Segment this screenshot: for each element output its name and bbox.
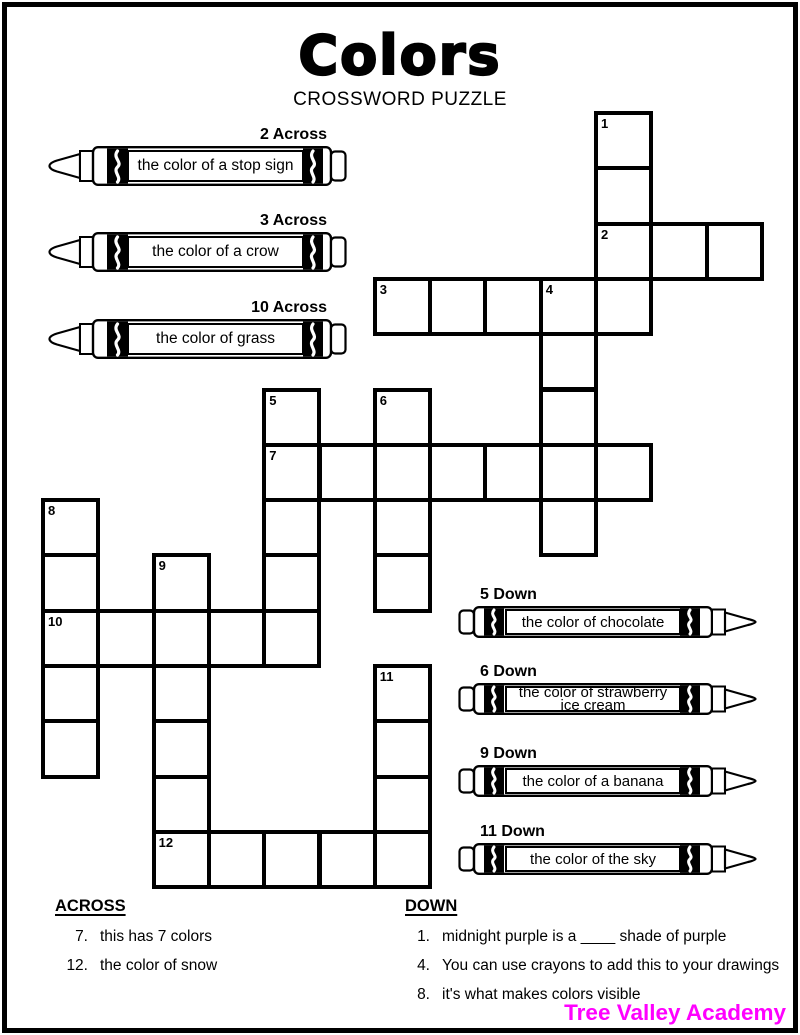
grid-cell-r8c2[interactable] <box>152 553 211 612</box>
cell-number: 8 <box>48 503 56 519</box>
cell-number: 6 <box>379 392 388 408</box>
clue-number-label: 11 Down <box>480 823 545 840</box>
clue-text-line: the color of strawberry <box>518 684 668 701</box>
grid-cell-r0c10[interactable] <box>594 111 653 170</box>
clue-crayon-2-across <box>47 126 347 186</box>
grid-cell-r3c9[interactable] <box>539 277 598 336</box>
cell-number: 5 <box>269 392 277 408</box>
grid-cell-r13c4[interactable] <box>262 830 321 889</box>
clue-number-label: 2 Across <box>260 126 327 143</box>
down-heading: DOWN <box>405 897 458 915</box>
clue-text-line: the color of chocolate <box>521 613 665 631</box>
crayon-graphic <box>458 606 758 638</box>
grid-cell-r6c4[interactable] <box>262 443 321 502</box>
cell-number: 9 <box>158 558 166 574</box>
grid-cell-r13c3[interactable] <box>207 830 266 889</box>
grid-cell-r8c0[interactable] <box>41 553 100 612</box>
cell-number: 2 <box>601 226 609 242</box>
clue-row <box>405 958 790 974</box>
grid-cell-r3c6[interactable] <box>373 277 432 336</box>
clue-text: midnight purple is a ____ shade of purple <box>442 928 727 945</box>
grid-cell-r7c6[interactable] <box>373 498 432 557</box>
grid-cell-r6c6[interactable] <box>373 443 432 502</box>
clue-crayon-11-down <box>458 823 758 875</box>
cell-number: 4 <box>545 281 553 297</box>
cell-number: 7 <box>269 447 277 463</box>
grid-cell-r6c9[interactable] <box>539 443 598 502</box>
clue-text-line: the color of a crow <box>152 243 279 260</box>
grid-cell-r12c2[interactable] <box>152 775 211 834</box>
cell-number: 3 <box>379 281 388 297</box>
grid-cell-r10c2[interactable] <box>152 664 211 723</box>
clue-row <box>55 958 385 974</box>
grid-cell-r9c1[interactable] <box>96 609 155 668</box>
grid-cell-r11c2[interactable] <box>152 719 211 778</box>
clue-text-line: the color of a stop sign <box>137 157 294 174</box>
crayon-graphic <box>47 319 347 359</box>
grid-cell-r9c3[interactable] <box>207 609 266 668</box>
crayon-graphic <box>47 146 347 186</box>
clue-text: You can use crayons to add this to your drawings <box>442 957 780 974</box>
clue-crayon-5-down <box>458 586 758 638</box>
grid-cell-r6c7[interactable] <box>428 443 487 502</box>
crayon-graphic <box>458 765 758 797</box>
grid-cell-r10c6[interactable] <box>373 664 432 723</box>
clue-text-line: the color of grass <box>156 330 275 347</box>
clue-text <box>506 847 680 871</box>
grid-cell-r2c12[interactable] <box>705 222 764 281</box>
grid-cell-r3c10[interactable] <box>594 277 653 336</box>
cell-number: 1 <box>601 116 609 131</box>
grid-cell-r7c9[interactable] <box>539 498 598 557</box>
grid-cell-r5c4[interactable] <box>262 388 321 447</box>
grid-cell-r8c4[interactable] <box>262 553 321 612</box>
clue-text <box>128 324 303 354</box>
cell-number: 10 <box>48 613 63 629</box>
footer-credit: Tree Valley Academy <box>564 1000 786 1025</box>
clue-row <box>55 929 385 945</box>
grid-cell-r2c11[interactable] <box>649 222 708 281</box>
grid-cell-r5c6[interactable] <box>373 388 432 447</box>
cell-number: 11 <box>379 669 394 684</box>
clue-row <box>405 929 790 945</box>
grid-cell-r6c10[interactable] <box>594 443 653 502</box>
clue-text <box>506 769 680 793</box>
clue-number-label: 6 Down <box>480 663 537 680</box>
grid-cell-r3c8[interactable] <box>483 277 542 336</box>
clue-number-label: 3 Across <box>260 212 327 229</box>
clue-text: this has 7 colors <box>100 928 212 945</box>
grid-cell-r1c10[interactable] <box>594 166 653 225</box>
clue-number: 12. <box>66 957 88 974</box>
clue-number: 8. <box>417 986 430 1003</box>
clue-crayon-6-down <box>458 663 758 715</box>
grid-cell-r11c6[interactable] <box>373 719 432 778</box>
grid-cell-r10c0[interactable] <box>41 664 100 723</box>
grid-cell-r13c5[interactable] <box>318 830 377 889</box>
grid-cell-r11c0[interactable] <box>41 719 100 778</box>
grid-cell-r8c6[interactable] <box>373 553 432 612</box>
clue-number-label: 5 Down <box>480 586 537 603</box>
clue-number-label: 9 Down <box>480 745 537 762</box>
grid-cell-r13c6[interactable] <box>373 830 432 889</box>
grid-cell-r4c9[interactable] <box>539 332 598 391</box>
clue-crayon-9-down <box>458 745 758 797</box>
clue-text-line: the color of a banana <box>522 772 664 790</box>
clue-text <box>128 237 303 267</box>
grid-cell-r7c0[interactable] <box>41 498 100 557</box>
across-heading: ACROSS <box>55 897 126 915</box>
cell-number: 12 <box>158 834 174 850</box>
clue-text <box>128 151 303 181</box>
crayon-graphic <box>458 683 758 715</box>
clue-text <box>506 684 680 714</box>
clue-crayon-10-across <box>47 299 347 359</box>
grid-cell-r13c2[interactable] <box>152 830 211 889</box>
clue-number: 7. <box>75 928 88 945</box>
crayon-graphic <box>458 843 758 875</box>
grid-cell-r7c4[interactable] <box>262 498 321 557</box>
clue-text <box>506 610 680 634</box>
page-title: Colors <box>298 24 502 87</box>
grid-cell-r12c6[interactable] <box>373 775 432 834</box>
down-clue-list <box>405 897 790 1003</box>
clue-number-label: 10 Across <box>251 299 327 316</box>
clue-number: 4. <box>417 957 430 974</box>
clue-text-line: the color of the sky <box>530 850 656 868</box>
grid-cell-r6c8[interactable] <box>483 443 542 502</box>
grid-cell-r3c7[interactable] <box>428 277 487 336</box>
crayon-graphic <box>47 232 347 272</box>
clue-number: 1. <box>417 928 430 945</box>
clue-text: it's what makes colors visible <box>442 986 641 1003</box>
grid-cell-r5c9[interactable] <box>539 388 598 447</box>
grid-cell-r9c2[interactable] <box>152 609 211 668</box>
grid-cell-r9c4[interactable] <box>262 609 321 668</box>
grid-cell-r2c10[interactable] <box>594 222 653 281</box>
grid-cell-r9c0[interactable] <box>41 609 100 668</box>
grid-cell-r6c5[interactable] <box>318 443 377 502</box>
clue-text: the color of snow <box>100 957 218 974</box>
clue-text-line: ice cream <box>560 697 626 714</box>
clue-crayon-3-across <box>47 212 347 272</box>
across-clue-list <box>55 897 385 974</box>
page-subtitle: CROSSWORD PUZZLE <box>293 89 507 110</box>
